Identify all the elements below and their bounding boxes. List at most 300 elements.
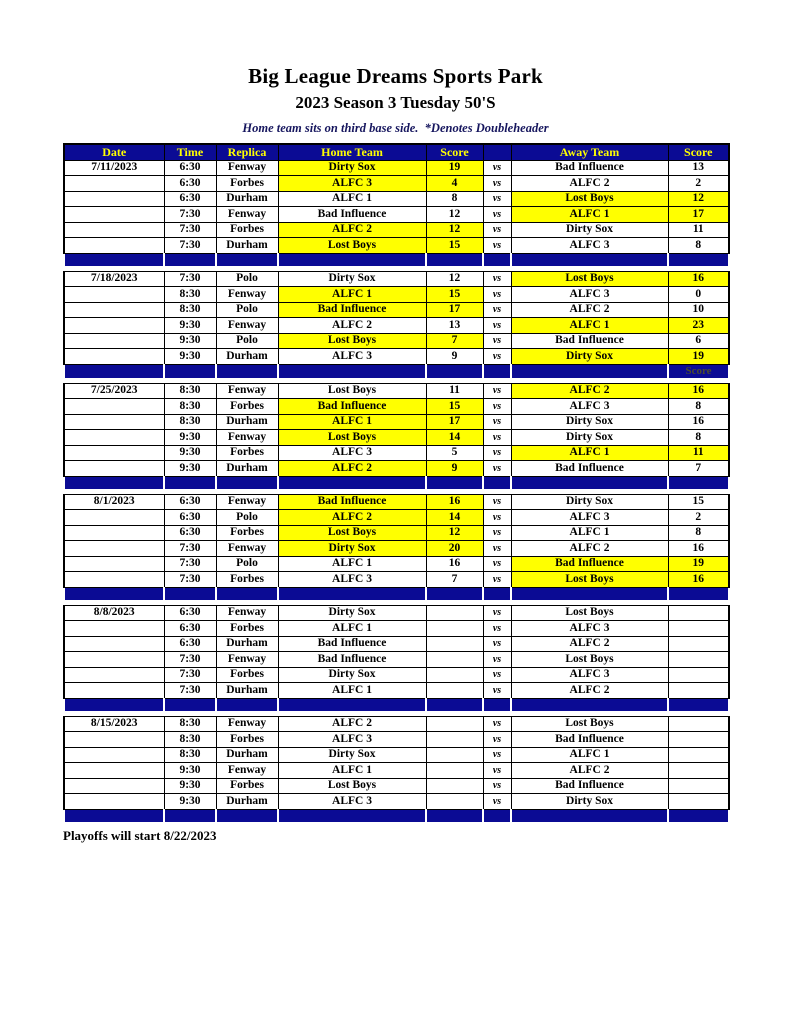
- divider-faint-score: Score: [668, 364, 729, 378]
- away-team-cell: Bad Influence: [511, 333, 668, 349]
- season-subtitle: 2023 Season 3 Tuesday 50'S: [295, 93, 496, 112]
- game-row: [64, 747, 729, 763]
- vs-label: vs: [483, 763, 511, 779]
- home-score-cell: 7: [426, 333, 483, 349]
- game-row: [64, 207, 729, 223]
- away-score-cell: [668, 794, 729, 810]
- game-row: [64, 652, 729, 668]
- home-team-note: Home team sits on third base side. *Denotes Doubleheader: [242, 121, 549, 135]
- divider-cell: [511, 253, 668, 266]
- home-team-cell: ALFC 1: [278, 414, 426, 430]
- replica-cell: Forbes: [216, 667, 278, 683]
- home-score-cell: 16: [426, 494, 483, 510]
- time-cell: 7:30: [164, 238, 216, 254]
- replica-cell: Durham: [216, 461, 278, 477]
- date-cell: [64, 667, 164, 683]
- vs-label: vs: [483, 621, 511, 637]
- away-score-cell: 8: [668, 399, 729, 415]
- home-score-cell: 12: [426, 525, 483, 541]
- replica-cell: Polo: [216, 510, 278, 526]
- divider-cell: [216, 809, 278, 822]
- replica-cell: Fenway: [216, 763, 278, 779]
- home-team-cell: Bad Influence: [278, 207, 426, 223]
- home-score-cell: 15: [426, 287, 483, 303]
- home-team-cell: ALFC 3: [278, 732, 426, 748]
- replica-cell: Durham: [216, 414, 278, 430]
- away-score-cell: [668, 667, 729, 683]
- away-score-cell: 15: [668, 494, 729, 510]
- vs-label: vs: [483, 222, 511, 238]
- home-team-cell: ALFC 3: [278, 572, 426, 588]
- vs-label: vs: [483, 414, 511, 430]
- home-team-cell: ALFC 2: [278, 222, 426, 238]
- game-row: [64, 349, 729, 365]
- away-team-cell: ALFC 1: [511, 207, 668, 223]
- replica-cell: Fenway: [216, 605, 278, 621]
- vs-label: vs: [483, 238, 511, 254]
- away-score-cell: 19: [668, 556, 729, 572]
- divider-cell: [511, 364, 668, 378]
- replica-cell: Forbes: [216, 732, 278, 748]
- away-team-cell: ALFC 1: [511, 747, 668, 763]
- game-row: [64, 636, 729, 652]
- home-team-cell: ALFC 1: [278, 191, 426, 207]
- home-score-cell: 17: [426, 302, 483, 318]
- vs-label: vs: [483, 683, 511, 699]
- divider-cell: [64, 476, 164, 489]
- away-score-cell: 8: [668, 238, 729, 254]
- home-team-cell: Bad Influence: [278, 652, 426, 668]
- away-score-cell: 8: [668, 525, 729, 541]
- date-cell: [64, 414, 164, 430]
- date-cell: [64, 652, 164, 668]
- divider-cell: [426, 253, 483, 266]
- date-cell: [64, 176, 164, 192]
- date-cell: 8/8/2023: [64, 605, 164, 621]
- time-cell: 7:30: [164, 207, 216, 223]
- time-cell: 6:30: [164, 510, 216, 526]
- home-score-cell: 12: [426, 222, 483, 238]
- time-cell: 8:30: [164, 383, 216, 399]
- home-team-cell: ALFC 2: [278, 318, 426, 334]
- away-team-cell: Bad Influence: [511, 461, 668, 477]
- divider-cell: [164, 253, 216, 266]
- replica-cell: Polo: [216, 271, 278, 287]
- home-score-cell: 14: [426, 510, 483, 526]
- game-row: [64, 556, 729, 572]
- game-row: [64, 302, 729, 318]
- away-score-cell: 16: [668, 541, 729, 557]
- home-score-cell: 19: [426, 160, 483, 176]
- header-away-score: Score: [668, 144, 729, 160]
- replica-cell: Durham: [216, 683, 278, 699]
- game-row: [64, 176, 729, 192]
- date-cell: [64, 778, 164, 794]
- time-cell: 8:30: [164, 414, 216, 430]
- time-cell: 8:30: [164, 287, 216, 303]
- header-replica: Replica: [216, 144, 278, 160]
- group-divider-row: [64, 587, 729, 600]
- date-cell: [64, 287, 164, 303]
- vs-label: vs: [483, 636, 511, 652]
- game-row: [64, 271, 729, 287]
- divider-cell: [278, 364, 426, 378]
- time-cell: 9:30: [164, 349, 216, 365]
- away-team-cell: ALFC 3: [511, 238, 668, 254]
- header-home-score: Score: [426, 144, 483, 160]
- vs-label: vs: [483, 333, 511, 349]
- date-cell: [64, 794, 164, 810]
- home-score-cell: 9: [426, 349, 483, 365]
- date-cell: [64, 349, 164, 365]
- date-cell: 8/15/2023: [64, 716, 164, 732]
- away-score-cell: [668, 652, 729, 668]
- home-score-cell: [426, 652, 483, 668]
- game-row: [64, 778, 729, 794]
- divider-cell: [668, 253, 729, 266]
- divider-cell: [668, 809, 729, 822]
- divider-cell: [278, 253, 426, 266]
- game-row: [64, 716, 729, 732]
- replica-cell: Fenway: [216, 207, 278, 223]
- vs-label: vs: [483, 794, 511, 810]
- vs-label: vs: [483, 732, 511, 748]
- divider-cell: [668, 476, 729, 489]
- divider-cell: [426, 587, 483, 600]
- away-score-cell: 2: [668, 510, 729, 526]
- time-cell: 7:30: [164, 652, 216, 668]
- time-cell: 9:30: [164, 445, 216, 461]
- game-row: [64, 621, 729, 637]
- home-team-cell: Lost Boys: [278, 525, 426, 541]
- divider-cell: [483, 809, 511, 822]
- date-cell: [64, 747, 164, 763]
- header-away-team: Away Team: [511, 144, 668, 160]
- replica-cell: Fenway: [216, 287, 278, 303]
- replica-cell: Forbes: [216, 445, 278, 461]
- home-score-cell: [426, 747, 483, 763]
- away-score-cell: 13: [668, 160, 729, 176]
- date-cell: [64, 222, 164, 238]
- page-title: Big League Dreams Sports Park: [248, 64, 543, 88]
- home-score-cell: 11: [426, 383, 483, 399]
- home-score-cell: [426, 683, 483, 699]
- date-cell: [64, 430, 164, 446]
- home-team-cell: Bad Influence: [278, 302, 426, 318]
- replica-cell: Forbes: [216, 778, 278, 794]
- away-team-cell: ALFC 2: [511, 683, 668, 699]
- away-team-cell: ALFC 2: [511, 383, 668, 399]
- date-cell: [64, 191, 164, 207]
- vs-label: vs: [483, 445, 511, 461]
- time-cell: 6:30: [164, 160, 216, 176]
- game-row: [64, 318, 729, 334]
- away-team-cell: Lost Boys: [511, 605, 668, 621]
- date-cell: [64, 621, 164, 637]
- replica-cell: Fenway: [216, 494, 278, 510]
- away-score-cell: [668, 763, 729, 779]
- date-cell: [64, 461, 164, 477]
- home-team-cell: Lost Boys: [278, 238, 426, 254]
- away-team-cell: Bad Influence: [511, 778, 668, 794]
- vs-label: vs: [483, 525, 511, 541]
- time-cell: 8:30: [164, 302, 216, 318]
- home-team-cell: Lost Boys: [278, 333, 426, 349]
- date-cell: 8/1/2023: [64, 494, 164, 510]
- schedule-body: [64, 160, 729, 822]
- replica-cell: Fenway: [216, 716, 278, 732]
- away-score-cell: 23: [668, 318, 729, 334]
- home-team-cell: Dirty Sox: [278, 605, 426, 621]
- time-cell: 6:30: [164, 176, 216, 192]
- game-row: [64, 572, 729, 588]
- time-cell: 6:30: [164, 621, 216, 637]
- home-team-cell: ALFC 1: [278, 763, 426, 779]
- home-score-cell: 14: [426, 430, 483, 446]
- time-cell: 6:30: [164, 636, 216, 652]
- replica-cell: Fenway: [216, 318, 278, 334]
- game-row: [64, 191, 729, 207]
- away-team-cell: Lost Boys: [511, 572, 668, 588]
- away-team-cell: ALFC 3: [511, 287, 668, 303]
- away-score-cell: 12: [668, 191, 729, 207]
- replica-cell: Polo: [216, 556, 278, 572]
- header-date: Date: [64, 144, 164, 160]
- divider-cell: [278, 587, 426, 600]
- header-row: [64, 144, 729, 160]
- group-divider-row: [64, 476, 729, 489]
- date-cell: [64, 445, 164, 461]
- divider-cell: [426, 364, 483, 378]
- away-team-cell: ALFC 2: [511, 541, 668, 557]
- home-team-cell: ALFC 3: [278, 445, 426, 461]
- replica-cell: Forbes: [216, 222, 278, 238]
- divider-cell: [216, 587, 278, 600]
- home-team-cell: ALFC 2: [278, 716, 426, 732]
- home-score-cell: 7: [426, 572, 483, 588]
- away-team-cell: Dirty Sox: [511, 414, 668, 430]
- home-team-cell: Bad Influence: [278, 399, 426, 415]
- divider-cell: [511, 587, 668, 600]
- vs-label: vs: [483, 287, 511, 303]
- away-team-cell: ALFC 2: [511, 302, 668, 318]
- replica-cell: Durham: [216, 636, 278, 652]
- game-row: [64, 525, 729, 541]
- away-score-cell: [668, 683, 729, 699]
- vs-label: vs: [483, 652, 511, 668]
- game-row: [64, 732, 729, 748]
- home-score-cell: 15: [426, 399, 483, 415]
- game-row: [64, 238, 729, 254]
- vs-label: vs: [483, 191, 511, 207]
- divider-cell: [216, 253, 278, 266]
- vs-label: vs: [483, 207, 511, 223]
- header-vs: [483, 144, 511, 160]
- home-team-cell: Dirty Sox: [278, 541, 426, 557]
- game-row: [64, 399, 729, 415]
- date-cell: 7/25/2023: [64, 383, 164, 399]
- away-team-cell: ALFC 1: [511, 525, 668, 541]
- home-score-cell: [426, 636, 483, 652]
- vs-label: vs: [483, 430, 511, 446]
- group-divider-row: [64, 364, 729, 378]
- time-cell: 9:30: [164, 318, 216, 334]
- away-score-cell: 6: [668, 333, 729, 349]
- divider-cell: [511, 476, 668, 489]
- divider-cell: [164, 587, 216, 600]
- divider-cell: [668, 698, 729, 711]
- away-team-cell: Lost Boys: [511, 652, 668, 668]
- away-team-cell: Lost Boys: [511, 716, 668, 732]
- home-team-cell: Bad Influence: [278, 494, 426, 510]
- home-team-cell: ALFC 1: [278, 287, 426, 303]
- away-team-cell: Lost Boys: [511, 191, 668, 207]
- away-score-cell: 11: [668, 445, 729, 461]
- game-row: [64, 683, 729, 699]
- game-row: [64, 160, 729, 176]
- vs-label: vs: [483, 778, 511, 794]
- divider-cell: [426, 809, 483, 822]
- home-team-cell: ALFC 1: [278, 683, 426, 699]
- away-score-cell: [668, 605, 729, 621]
- time-cell: 8:30: [164, 399, 216, 415]
- time-cell: 9:30: [164, 461, 216, 477]
- replica-cell: Polo: [216, 302, 278, 318]
- home-team-cell: ALFC 3: [278, 794, 426, 810]
- away-team-cell: Bad Influence: [511, 556, 668, 572]
- home-team-cell: ALFC 3: [278, 176, 426, 192]
- vs-label: vs: [483, 716, 511, 732]
- away-score-cell: 16: [668, 572, 729, 588]
- vs-label: vs: [483, 176, 511, 192]
- vs-label: vs: [483, 747, 511, 763]
- home-score-cell: [426, 763, 483, 779]
- date-cell: [64, 333, 164, 349]
- divider-cell: [426, 698, 483, 711]
- vs-label: vs: [483, 494, 511, 510]
- divider-cell: [64, 809, 164, 822]
- home-team-cell: Lost Boys: [278, 383, 426, 399]
- vs-label: vs: [483, 399, 511, 415]
- away-team-cell: ALFC 2: [511, 176, 668, 192]
- away-score-cell: 11: [668, 222, 729, 238]
- playoffs-note: Playoffs will start 8/22/2023: [63, 827, 217, 843]
- divider-cell: [278, 698, 426, 711]
- home-score-cell: [426, 732, 483, 748]
- time-cell: 7:30: [164, 556, 216, 572]
- replica-cell: Durham: [216, 238, 278, 254]
- group-divider-row: [64, 809, 729, 822]
- away-team-cell: Bad Influence: [511, 160, 668, 176]
- header-home-team: Home Team: [278, 144, 426, 160]
- divider-cell: [164, 476, 216, 489]
- home-team-cell: Dirty Sox: [278, 271, 426, 287]
- replica-cell: Forbes: [216, 176, 278, 192]
- time-cell: 6:30: [164, 494, 216, 510]
- game-row: [64, 541, 729, 557]
- home-team-cell: Dirty Sox: [278, 747, 426, 763]
- replica-cell: Fenway: [216, 541, 278, 557]
- home-team-cell: ALFC 1: [278, 556, 426, 572]
- game-row: [64, 605, 729, 621]
- home-score-cell: 13: [426, 318, 483, 334]
- time-cell: 6:30: [164, 191, 216, 207]
- schedule-table: [63, 143, 730, 823]
- away-team-cell: ALFC 2: [511, 636, 668, 652]
- replica-cell: Fenway: [216, 430, 278, 446]
- away-score-cell: [668, 778, 729, 794]
- vs-label: vs: [483, 605, 511, 621]
- time-cell: 7:30: [164, 683, 216, 699]
- vs-label: vs: [483, 541, 511, 557]
- time-cell: 6:30: [164, 605, 216, 621]
- divider-cell: [164, 809, 216, 822]
- time-cell: 6:30: [164, 525, 216, 541]
- away-score-cell: 0: [668, 287, 729, 303]
- home-score-cell: 15: [426, 238, 483, 254]
- divider-cell: [216, 364, 278, 378]
- time-cell: 7:30: [164, 667, 216, 683]
- game-row: [64, 763, 729, 779]
- game-row: [64, 510, 729, 526]
- date-cell: [64, 636, 164, 652]
- time-cell: 7:30: [164, 572, 216, 588]
- away-score-cell: 16: [668, 383, 729, 399]
- away-team-cell: Lost Boys: [511, 271, 668, 287]
- vs-label: vs: [483, 556, 511, 572]
- home-team-cell: Dirty Sox: [278, 160, 426, 176]
- time-cell: 8:30: [164, 732, 216, 748]
- game-row: [64, 494, 729, 510]
- home-score-cell: 20: [426, 541, 483, 557]
- game-row: [64, 667, 729, 683]
- home-team-cell: ALFC 1: [278, 621, 426, 637]
- game-row: [64, 461, 729, 477]
- away-team-cell: Dirty Sox: [511, 349, 668, 365]
- date-cell: [64, 207, 164, 223]
- away-team-cell: Dirty Sox: [511, 222, 668, 238]
- time-cell: 7:30: [164, 541, 216, 557]
- home-score-cell: [426, 605, 483, 621]
- vs-label: vs: [483, 667, 511, 683]
- time-cell: 9:30: [164, 430, 216, 446]
- divider-cell: [216, 476, 278, 489]
- away-team-cell: ALFC 1: [511, 445, 668, 461]
- vs-label: vs: [483, 349, 511, 365]
- vs-label: vs: [483, 302, 511, 318]
- home-team-cell: ALFC 2: [278, 461, 426, 477]
- home-score-cell: [426, 794, 483, 810]
- date-cell: [64, 683, 164, 699]
- time-cell: 9:30: [164, 763, 216, 779]
- replica-cell: Fenway: [216, 160, 278, 176]
- away-team-cell: Dirty Sox: [511, 794, 668, 810]
- home-score-cell: 4: [426, 176, 483, 192]
- home-score-cell: [426, 667, 483, 683]
- away-score-cell: 7: [668, 461, 729, 477]
- away-score-cell: 19: [668, 349, 729, 365]
- replica-cell: Forbes: [216, 399, 278, 415]
- game-row: [64, 414, 729, 430]
- home-score-cell: 12: [426, 207, 483, 223]
- divider-cell: [483, 253, 511, 266]
- home-score-cell: 5: [426, 445, 483, 461]
- away-team-cell: ALFC 1: [511, 318, 668, 334]
- vs-label: vs: [483, 572, 511, 588]
- vs-label: vs: [483, 271, 511, 287]
- home-team-cell: Bad Influence: [278, 636, 426, 652]
- game-row: [64, 333, 729, 349]
